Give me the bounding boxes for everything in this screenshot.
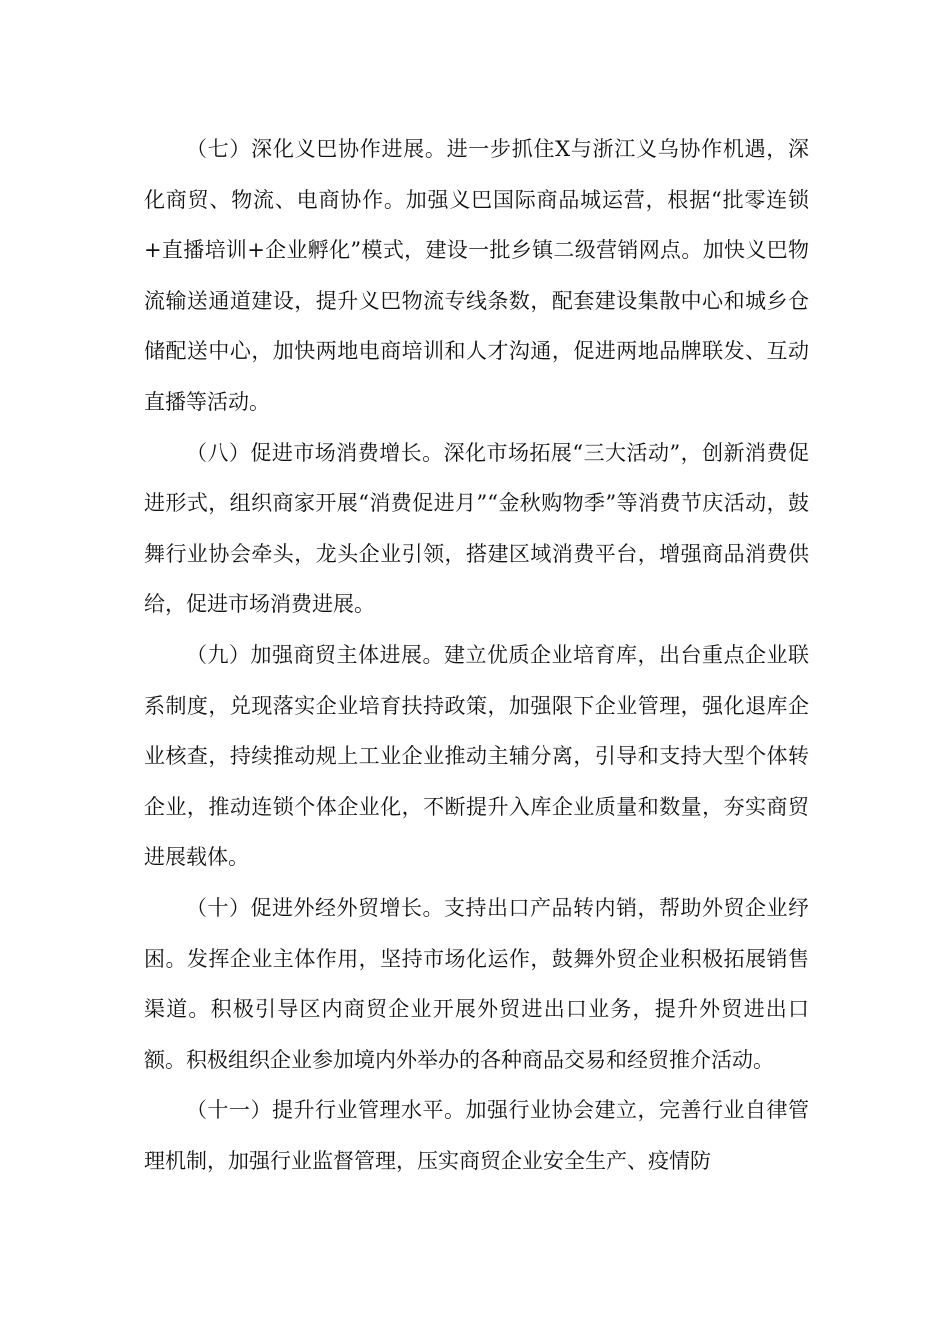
paragraph-10-foreign-trade: （十）促进外经外贸增长。支持出口产品转内销，帮助外贸企业纾困。发挥企业主体作用，坚持市场化运作，鼓舞外贸企业积极拓展销售渠道。积极引导区内商贸企业开展外贸进出口业务，提升外贸进出口额。积极组织企业参加境内外举办的各种商品交易和经贸推介活动。 — [144, 895, 809, 1072]
paragraph-11-industry-management: （十一）提升行业管理水平。加强行业协会建立，完善行业自律管理机制，加强行业监督管理，压实商贸企业安全生产、疫情防 — [144, 1098, 809, 1173]
paragraph-7-cooperation: （七）深化义巴协作进展。进一步抓住X与浙江义乌协作机遇，深化商贸、物流、电商协作。加强义巴国际商品城运营，根据“批零连锁+直播培训+企业孵化”模式，建设一批乡镇二级营销网点。加快义巴物流输送通道建设，提升义巴物流专线条数，配套建设集散中心和城乡仓储配送中心，加快两地电商培训和人才沟通，促进两地品牌联发、互动直播等活动。 — [144, 137, 809, 414]
paragraph-9-trade-entities: （九）加强商贸主体进展。建立优质企业培育库，出台重点企业联系制度，兑现落实企业培育扶持政策，加强限下企业管理，强化退库企业核查，持续推动规上工业企业推动主辅分离，引导和支持大型个体转企业，推动连锁个体企业化，不断提升入库企业质量和数量，夯实商贸进展载体。 — [144, 642, 809, 870]
paragraph-8-consumption: （八）促进市场消费增长。深化市场拓展“三大活动”，创新消费促进形式，组织商家开展“消费促进月”“金秋购物季”等消费节庆活动，鼓舞行业协会牵头，龙头企业引领，搭建区域消费平台，增强商品消费供给，促进市场消费进展。 — [144, 440, 809, 617]
document-page — [144, 124, 809, 1186]
